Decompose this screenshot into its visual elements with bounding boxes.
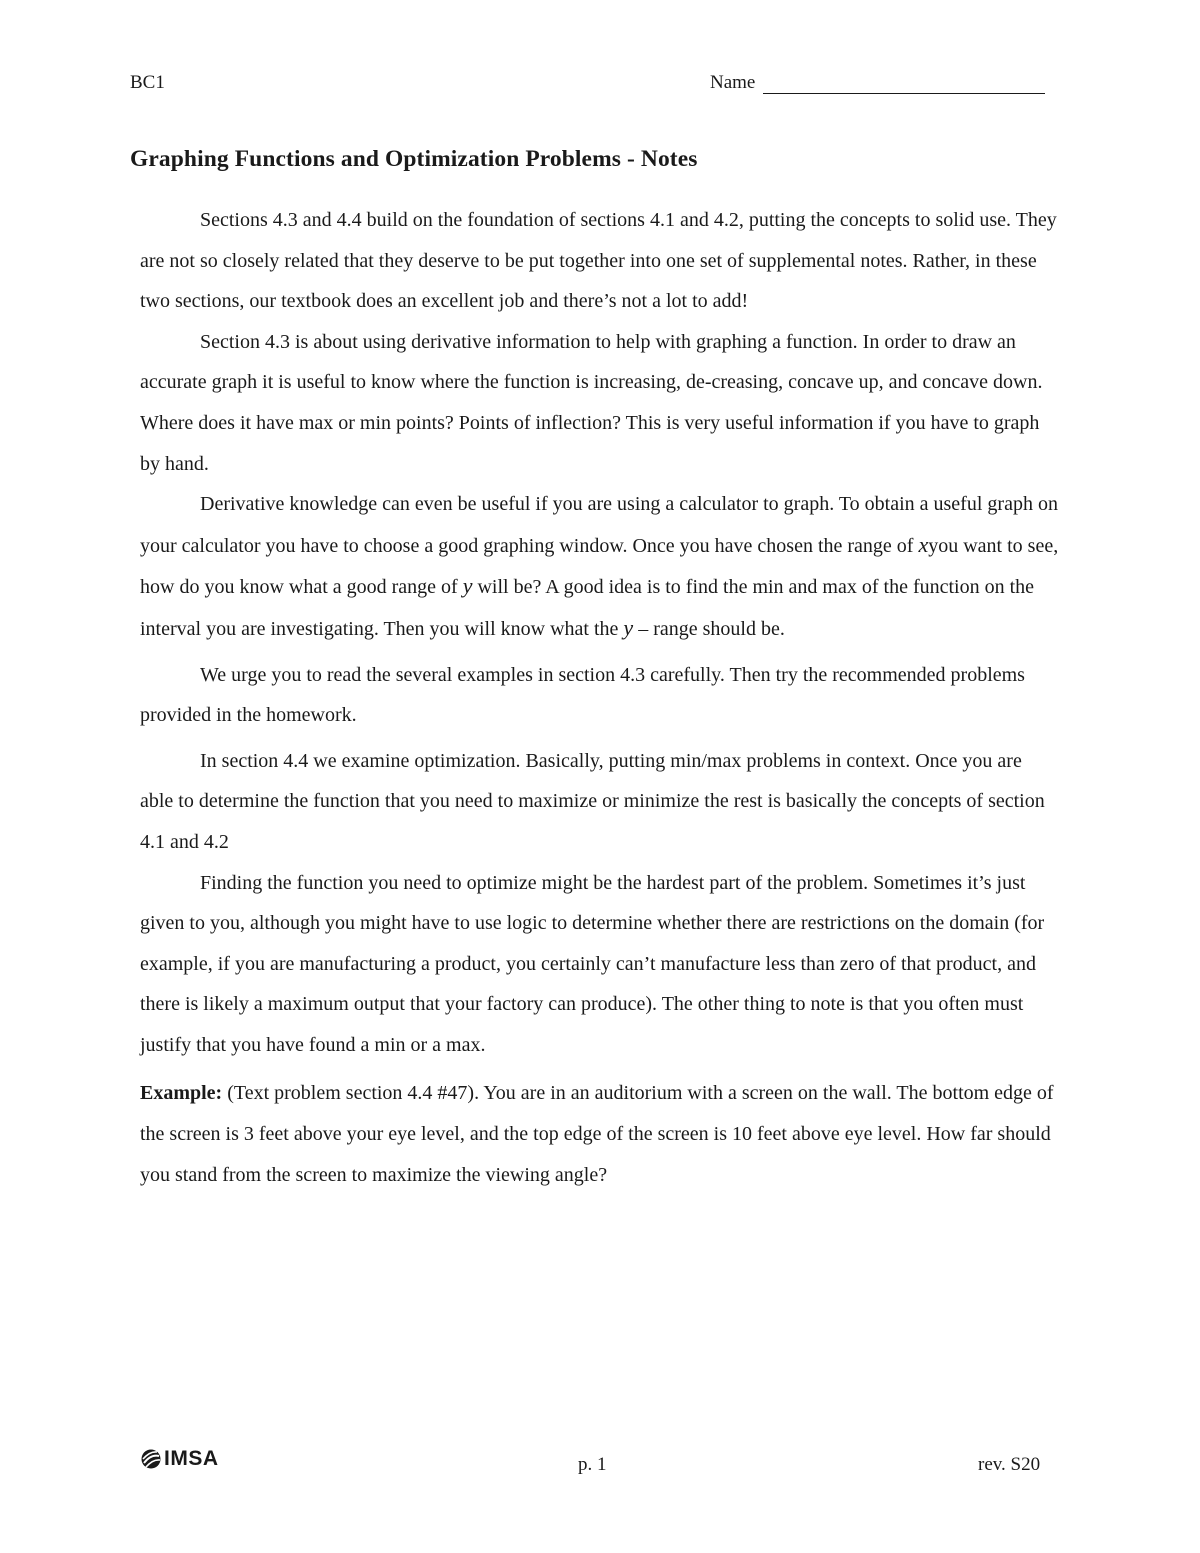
example-text: (Text problem section 4.4 #47). You are in an auditorium with a screen on the wall. The bottom edge of the screen is 3 feet above your eye level, and the top edge of the screen is 10 feet above eye level. How far should you stand from the screen to maximize the viewing angle?: [140, 1082, 1054, 1186]
text-fragment: you want to see, how do you know what a good range of: [140, 534, 1059, 599]
paragraph-section-4-4: In section 4.4 we examine optimization. Basically, putting min/max problems in context. Once you are able to determine the function that you need to maximize or minimize the rest is basically the concepts of section 4.1 and 4.2: [140, 749, 1045, 853]
text-fragment: – range should be.: [633, 617, 785, 640]
paragraph-optimize: Finding the function you need to optimize might be the hardest part of the problem. Sometimes it’s just given to you, although you might have to use logic to determine whether there are restrictions on the domain (for example, if you are manufacturing a product, you certainly can’t manufacture less than zero of that product, and there is likely a maximum output that your factory can produce). The other thing to note is that you often must justify that you have found a min or a max.: [140, 871, 1045, 1056]
paragraph-section-4-3: Section 4.3 is about using derivative information to help with graphing a function. In order to draw an accurate graph it is useful to know where the function is increasing, de-creasing, concave up, and concave down. Where does it have max or min points? Points of inflection? This is very useful information if you have to graph by hand.: [140, 330, 1043, 475]
text-fragment: Derivative knowledge can even be useful if you are using a calculator to graph. To obtain a useful graph on your calculator you have to choose a good graphing window. Once you have chosen the range of: [140, 493, 1058, 557]
imsa-globe-icon: [140, 1448, 162, 1470]
example-label: Example:: [140, 1082, 223, 1105]
math-variable-y: y: [623, 614, 634, 640]
notes-body: [140, 200, 1060, 1195]
page-title: Graphing Functions and Optimization Problems - Notes: [130, 146, 698, 172]
paragraph-calculator: [140, 484, 1060, 649]
math-variable-y: y: [462, 573, 473, 599]
logo-text: IMSA: [164, 1447, 219, 1470]
paragraph-intro: Sections 4.3 and 4.4 build on the foundation of sections 4.1 and 4.2, putting the concepts to solid use. They are not so closely related that they deserve to be put together into one set of supplemental notes. Rather, in these two sections, our textbook does an excellent job and there’s not a lot to add!: [140, 209, 1057, 313]
math-variable-x: x: [918, 531, 929, 557]
page-number: p. 1: [578, 1454, 607, 1475]
imsa-logo: [140, 1447, 219, 1471]
revision-label: rev. S20: [978, 1454, 1041, 1475]
name-field: [710, 72, 1045, 94]
example-problem: [140, 1073, 1060, 1195]
name-blank-line: [763, 73, 1045, 94]
course-label: BC1: [130, 72, 165, 93]
name-label: Name: [710, 72, 756, 93]
text-fragment: will be? A good idea is to find the min and max of the function on the interval you are investigating. Then you will know what the: [140, 576, 1035, 640]
paragraph-examples: We urge you to read the several examples in section 4.3 carefully. Then try the recommended problems provided in the homework.: [140, 663, 1025, 727]
